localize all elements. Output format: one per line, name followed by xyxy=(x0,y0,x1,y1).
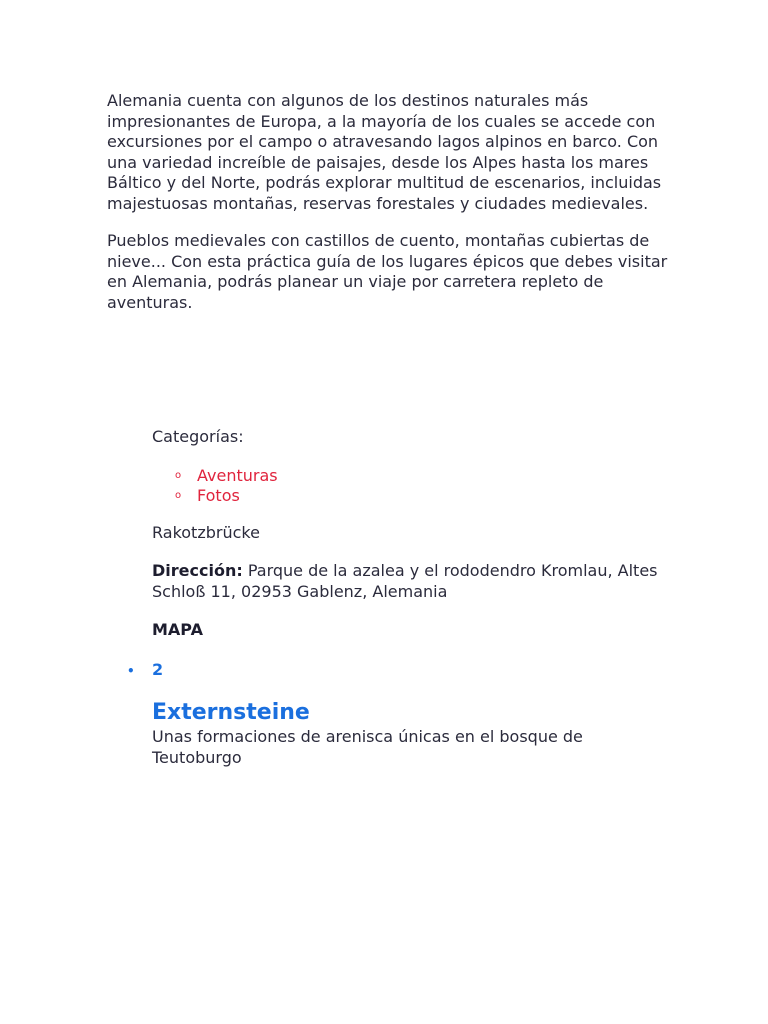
feature-section xyxy=(152,699,672,768)
categories-list xyxy=(152,466,692,506)
place-address xyxy=(152,561,692,602)
circle-bullet-icon: o xyxy=(175,469,182,481)
category-link-aventuras[interactable]: Aventuras xyxy=(197,465,278,485)
intro-paragraph-2: Pueblos medievales con castillos de cuento, montañas cubiertas de nieve... Con esta práctica guía de los lugares épicos que debes visitar en Alemania, podrás planear un viaje por carretera repleto de aventuras. xyxy=(107,231,668,312)
address-label: Dirección: xyxy=(152,561,243,580)
feature-description: Unas formaciones de arenisca únicas en el bosque de Teutoburgo xyxy=(152,727,583,767)
intro-section xyxy=(107,91,677,330)
place-name: Rakotzbrücke xyxy=(152,522,260,542)
categories-label: Categorías: xyxy=(152,427,244,446)
category-link-fotos[interactable]: Fotos xyxy=(197,485,240,505)
category-item-fotos[interactable] xyxy=(175,485,692,506)
intro-paragraph-1: Alemania cuenta con algunos de los destinos naturales más impresionantes de Europa, a la mayoría de los cuales se accede con excursiones por el campo o atravesando lagos alpinos en barco. Con una variedad increíble de paisajes, desde los Alpes hasta los mares Báltico y del Norte, podrás explorar multitud de escenarios, incluidas majestuosas montañas, reservas forestales y ciudades medievales. xyxy=(107,91,662,213)
map-link[interactable]: MAPA xyxy=(152,620,203,639)
list-number: 2 xyxy=(152,660,164,679)
feature-title[interactable]: Externsteine xyxy=(152,700,310,725)
bullet-dot-icon: • xyxy=(127,664,135,678)
place-section xyxy=(152,427,692,641)
address-value: Parque de la azalea y el rododendro Kromlau, Altes Schloß 11, 02953 Gablenz, Alemania xyxy=(152,561,658,601)
circle-bullet-icon: o xyxy=(175,489,182,501)
category-item-aventuras[interactable] xyxy=(175,465,692,486)
